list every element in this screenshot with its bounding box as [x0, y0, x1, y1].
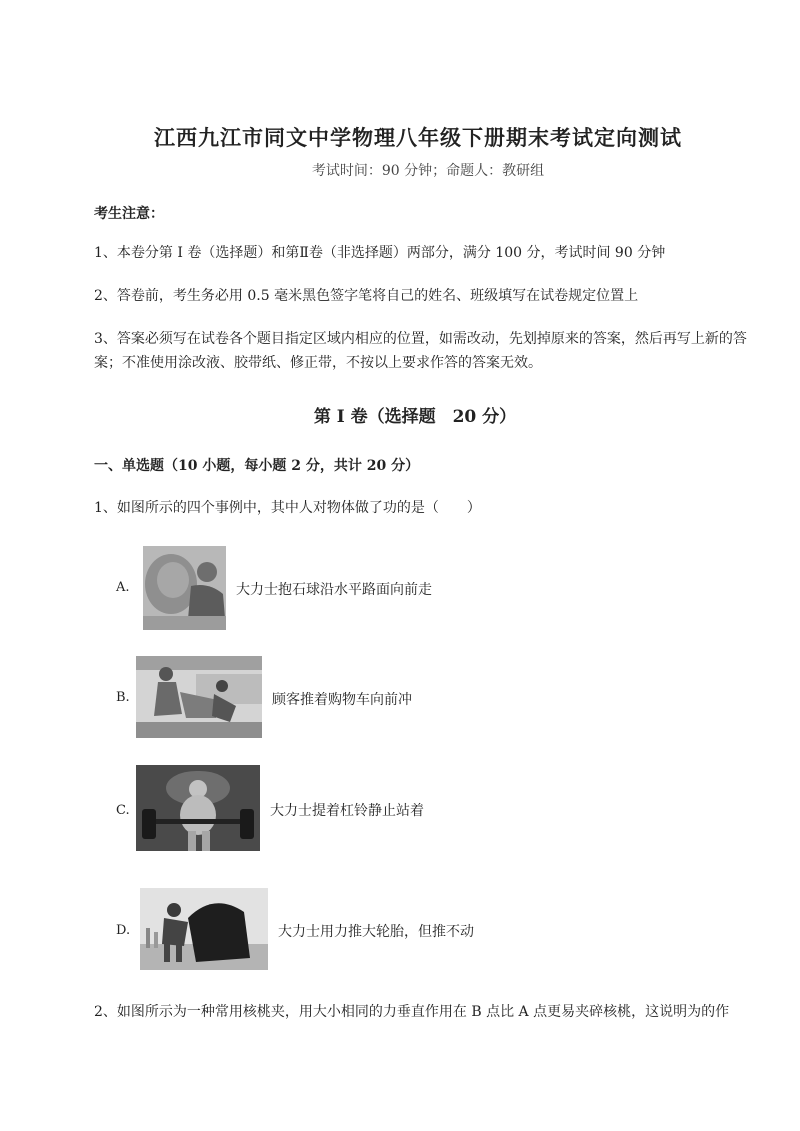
strongman-carrying-stone-photo: [143, 546, 226, 630]
shopping-cart-push-photo: [136, 656, 262, 738]
option-d-letter: D.: [116, 923, 131, 938]
notice-heading: 考生注意：: [94, 206, 164, 222]
exam-title: 江西九江市同文中学物理八年级下册期末考试定向测试: [154, 125, 682, 150]
option-d-text: 大力士用力推大轮胎，但推不动: [278, 924, 474, 940]
section-title: 第 I 卷（选择题 20 分）: [313, 407, 517, 427]
option-a-letter: A.: [116, 580, 130, 595]
notice-item-1: 1、本卷分第 I 卷（选择题）和第Ⅱ卷（非选择题）两部分，满分 100 分，考试时间 90 分钟: [94, 245, 666, 261]
option-c-text: 大力士提着杠铃静止站着: [270, 803, 424, 819]
question-2-stem: 2、如图所示为一种常用核桃夹，用大小相同的力垂直作用在 B 点比 A 点更易夹碎核桃，这说明为的作: [94, 1004, 730, 1020]
option-a-text: 大力士抱石球沿水平路面向前走: [236, 582, 432, 598]
barbell-holding-photo: [136, 765, 260, 851]
question-1-stem: 1、如图所示的四个事例中，其中人对物体做了功的是（ ）: [94, 500, 481, 516]
option-b-text: 顾客推着购物车向前冲: [272, 692, 412, 708]
option-c-letter: C.: [116, 803, 130, 818]
part-heading: 一、单选题（10 小题，每小题 2 分，共计 20 分）: [94, 458, 420, 474]
option-b-letter: B.: [116, 690, 130, 705]
exam-subtitle: 考试时间：90 分钟；命题人：教研组: [311, 163, 545, 179]
notice-item-2: 2、答卷前，考生务必用 0.5 毫米黑色签字笔将自己的姓名、班级填写在试卷规定位置上: [94, 288, 639, 304]
tire-pushing-photo: [140, 888, 268, 970]
notice-item-3: 3、答案必须写在试卷各个题目指定区域内相应的位置，如需改动，先划掉原来的答案，然后再写上新的答案；不准使用涂改液、胶带纸、修正带，不按以上要求作答的答案无效。: [94, 331, 747, 371]
